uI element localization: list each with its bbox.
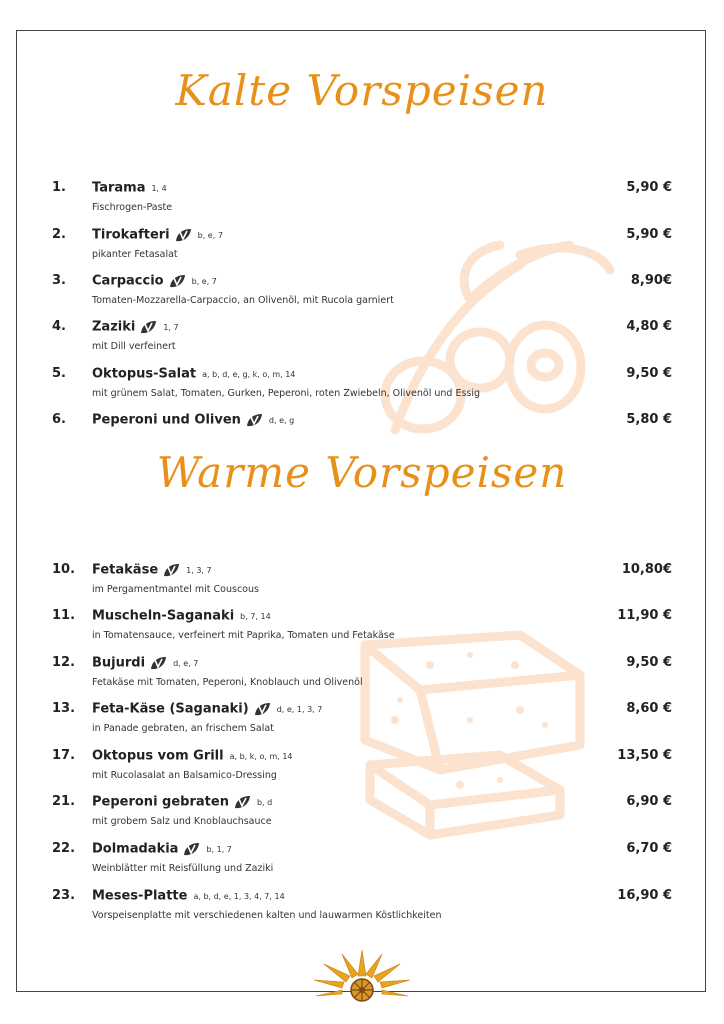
menu-item [0, 319, 724, 359]
item-price: 4,80 € [626, 319, 672, 334]
item-heading [92, 412, 294, 429]
item-number: 6. [52, 412, 66, 427]
item-price: 10,80€ [621, 562, 672, 577]
section-title-warm: Warme Vorspeisen [156, 448, 568, 497]
item-number: 13. [52, 701, 76, 716]
item-description: mit Dill verfeinert [92, 341, 176, 352]
item-price: 8,60 € [626, 701, 672, 716]
item-name: Tarama [92, 180, 146, 196]
item-name: Meses-Platte [92, 888, 188, 904]
item-name: Bujurdi [92, 655, 146, 671]
item-description: mit grobem Salz und Knoblauchsauce [92, 816, 272, 827]
item-number: 1. [52, 180, 66, 195]
item-allergens: a, b, k, o, m, 14 [229, 751, 293, 761]
item-allergens: b, e, 7 [191, 276, 217, 286]
item-number: 10. [52, 562, 76, 577]
menu-item [0, 412, 724, 452]
item-name: Muscheln-Saganaki [92, 608, 235, 624]
item-description: mit Rucolasalat an Balsamico-Dressing [92, 770, 277, 781]
menu-item [0, 841, 724, 881]
leaf-v-icon [140, 320, 157, 335]
item-name: Tirokafteri [92, 227, 170, 243]
item-allergens: b, 1, 7 [206, 844, 232, 854]
item-number: 23. [52, 888, 76, 903]
item-name: Carpaccio [92, 273, 164, 289]
item-description: pikanter Fetasalat [92, 249, 178, 260]
item-description: in Panade gebraten, an frischem Salat [92, 723, 274, 734]
item-number: 12. [52, 655, 76, 670]
item-price: 16,90 € [617, 888, 672, 903]
leaf-v-icon [246, 413, 263, 428]
menu-item [0, 794, 724, 834]
item-heading [92, 888, 285, 905]
item-number: 22. [52, 841, 76, 856]
item-allergens: d, e, 1, 3, 7 [276, 704, 323, 714]
item-name: Oktopus vom Grill [92, 748, 224, 764]
item-price: 11,90 € [617, 608, 672, 623]
menu-item [0, 366, 724, 406]
item-number: 4. [52, 319, 66, 334]
menu-item [0, 701, 724, 741]
leaf-v-icon [254, 702, 271, 717]
item-allergens: a, b, d, e, g, k, o, m, 14 [202, 369, 296, 379]
leaf-v-icon [234, 795, 251, 810]
item-heading [92, 748, 293, 765]
item-price: 6,70 € [626, 841, 672, 856]
menu-item [0, 608, 724, 648]
leaf-v-icon [183, 842, 200, 857]
item-heading [92, 794, 272, 811]
menu-item [0, 562, 724, 602]
item-description: mit grünem Salat, Tomaten, Gurken, Peperoni, roten Zwiebeln, Olivenöl und Essig [92, 388, 481, 399]
menu-item [0, 273, 724, 313]
menu-item [0, 888, 724, 928]
item-allergens: d, e, 7 [173, 658, 199, 668]
item-heading [92, 655, 198, 672]
item-price: 8,90€ [630, 273, 672, 288]
item-name: Fetakäse [92, 562, 159, 578]
item-price: 5,90 € [626, 180, 672, 195]
item-heading [92, 366, 295, 383]
item-description: in Tomatensauce, verfeinert mit Paprika, Tomaten und Fetakäse [92, 630, 395, 641]
item-price: 5,90 € [626, 227, 672, 242]
item-name: Zaziki [92, 319, 136, 335]
item-description: Tomaten-Mozzarella-Carpaccio, an Olivenöl, mit Rucola garniert [92, 295, 394, 306]
item-allergens: b, d [256, 797, 273, 807]
item-number: 3. [52, 273, 66, 288]
item-price: 5,80 € [626, 412, 672, 427]
leaf-v-icon [150, 656, 167, 671]
item-heading [92, 227, 223, 244]
section-title-cold: Kalte Vorspeisen [175, 66, 549, 115]
item-heading [92, 273, 217, 290]
sun-logo-icon [312, 946, 412, 1002]
leaf-v-icon [175, 228, 192, 243]
item-name: Peperoni gebraten [92, 794, 229, 810]
leaf-v-icon [163, 563, 180, 578]
item-allergens: b, 7, 14 [240, 611, 271, 621]
item-number: 11. [52, 608, 76, 623]
item-allergens: d, e, g [268, 415, 295, 425]
item-heading [92, 319, 179, 336]
item-number: 21. [52, 794, 76, 809]
item-allergens: 1, 4 [151, 183, 167, 193]
item-allergens: 1, 7 [163, 322, 179, 332]
item-heading [92, 608, 271, 625]
item-price: 13,50 € [617, 748, 672, 763]
menu-item [0, 227, 724, 267]
item-allergens: 1, 3, 7 [186, 565, 212, 575]
item-price: 6,90 € [626, 794, 672, 809]
item-heading [92, 841, 232, 858]
item-number: 17. [52, 748, 76, 763]
item-allergens: b, e, 7 [197, 230, 223, 240]
item-name: Dolmadakia [92, 841, 179, 857]
menu-item [0, 655, 724, 695]
item-price: 9,50 € [626, 655, 672, 670]
item-number: 5. [52, 366, 66, 381]
menu-item [0, 180, 724, 220]
item-description: Vorspeisenplatte mit verschiedenen kalten und lauwarmen Köstlichkeiten [92, 910, 442, 921]
item-name: Oktopus-Salat [92, 366, 197, 382]
menu-item [0, 748, 724, 788]
item-price: 9,50 € [626, 366, 672, 381]
item-description: im Pergamentmantel mit Couscous [92, 584, 259, 595]
item-number: 2. [52, 227, 66, 242]
item-allergens: a, b, d, e, 1, 3, 4, 7, 14 [193, 891, 285, 901]
item-name: Feta-Käse (Saganaki) [92, 701, 249, 717]
item-description: Fischrogen-Paste [92, 202, 173, 213]
item-heading [92, 701, 322, 718]
item-description: Fetakäse mit Tomaten, Peperoni, Knoblauch und Olivenöl [92, 677, 363, 688]
item-description: Weinblätter mit Reisfüllung und Zaziki [92, 863, 274, 874]
item-heading [92, 562, 212, 579]
item-heading [92, 180, 167, 197]
leaf-v-icon [169, 274, 186, 289]
item-name: Peperoni und Oliven [92, 412, 241, 428]
